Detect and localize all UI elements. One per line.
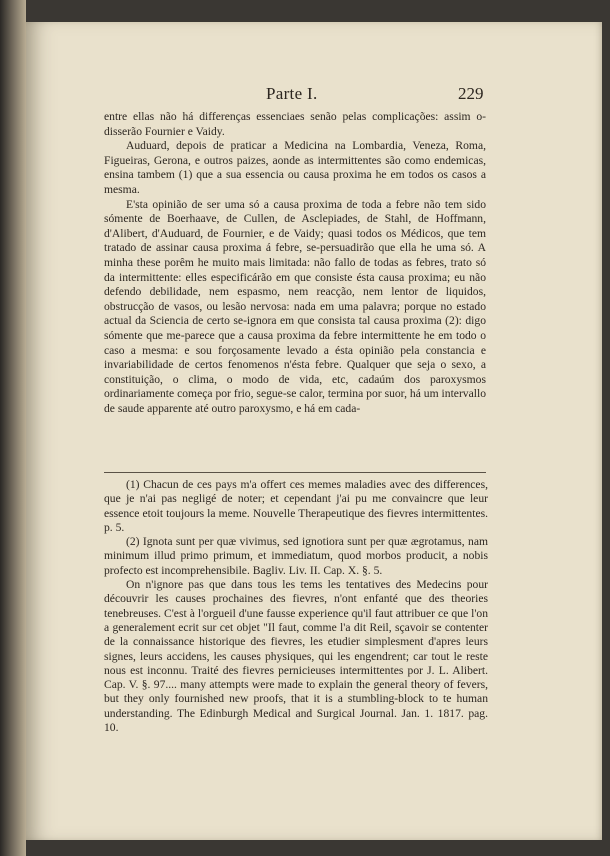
footnote-3: On n'ignore pas que dans tous les tems les tentatives des Medecins pour découvrir les causes prochaines des fievres, n'ont enfanté que des theories tenebreuses. C'est à l'orgueil d'une fausse experience qu'il faut attribuer ce que l'on a generalement ecrit sur cet objet "Il faut, comme l'a dit Reil, sçavoir se contenter de la connaissance historique des fievres, les etudier simplesment d'apres leurs signes, leurs accidens, les causes physiques, qui les engendrent; car tout le reste nous est inconnu. Traité des fievres pernicieuses intermittentes por J. L. Alibert. Cap. V. §. 97.... many attempts were made to explain the general theory of fevers, but they only fournished new proofs, that it is a stumbling-block to te human understanding. The Edinburgh Medical and Surgical Journal. Jan. 1. 1817. pag. 10. [104,578,488,735]
book-page [26,22,602,840]
page-header [26,84,602,106]
paragraph-2: Auduard, depois de praticar a Medicina na Lombardia, Veneza, Roma, Figueiras, Gerona, e outros paizes, aonde as intermittentes são como endemicas, ensina tambem (1) que a sua essencia ou causa proxima he em todos os casos a mesma. [104,139,486,196]
paragraph-1: entre ellas não há differenças essenciaes senão pelas complicações: assim o-disserão Fournier e Vaidy. [104,110,486,138]
book-gutter [0,0,26,856]
footnotes [104,478,488,735]
footnote-1: (1) Chacun de ces pays m'a offert ces memes maladies avec des differences, que je n'ai pas negligé de noter; et cependant j'ai pu me convaincre que leur essence etoit toujours la meme. Nouvelle Therapeutique des fievres intermittentes. p. 5. [104,478,488,534]
footnote-separator [104,472,486,473]
page-number: 229 [458,84,484,103]
paragraph-3: E'sta opinião de ser uma só a causa proxima de toda a febre não tem sido sómente de Boerhaave, de Cullen, de Asclepiades, de Stahl, de Hoffmann, d'Alibert, d'Auduard, de Fournier, e de Vaidy; quasi todos os Médicos, que tem tratado de assinar causa proxima á febre, se-persuadirão que ella he uma só. A minha these porêm he muito mais limitada: não fallo de todas as febres, trato só da intermittente: elles especificárão em que consiste ésta causa proxima; eu não defendo debilidade, nem espasmo, nem reacção, nem lentor de liquidos, obstrucção de vasos, ou lesão nervosa: nada em uma palavra; porque no estado actual da Sciencia de certo se-ignora em que consista tal causa proxima (2): digo sómente que me-parece que a causa proxima da febre intermittente he em todo o caso a mesma: e sou forçosamente levado a ésta opinião pela constancia e invariabilidade de certos fenomenos n'ésta febre. Qualquer que seja o sexo, a constituição, o clima, o modo de vida, etc, cadaúm dos paroxysmos ordinariamente começa por frio, segue-se calor, termina por suor, há um intervallo de saude apparente até outro paroxysmo, e há em cada- [104,197,486,415]
footnote-2: (2) Ignota sunt per quæ vivimus, sed ignotiora sunt per quæ ægrotamus, nam minimum illud primo primum, et immediatum, quod morbos producit, a nobis profecto est incomprehensibile. Bagliv. Liv. II. Cap. X. §. 5. [104,535,488,577]
main-text [104,110,486,416]
running-head: Parte I. [266,84,318,103]
